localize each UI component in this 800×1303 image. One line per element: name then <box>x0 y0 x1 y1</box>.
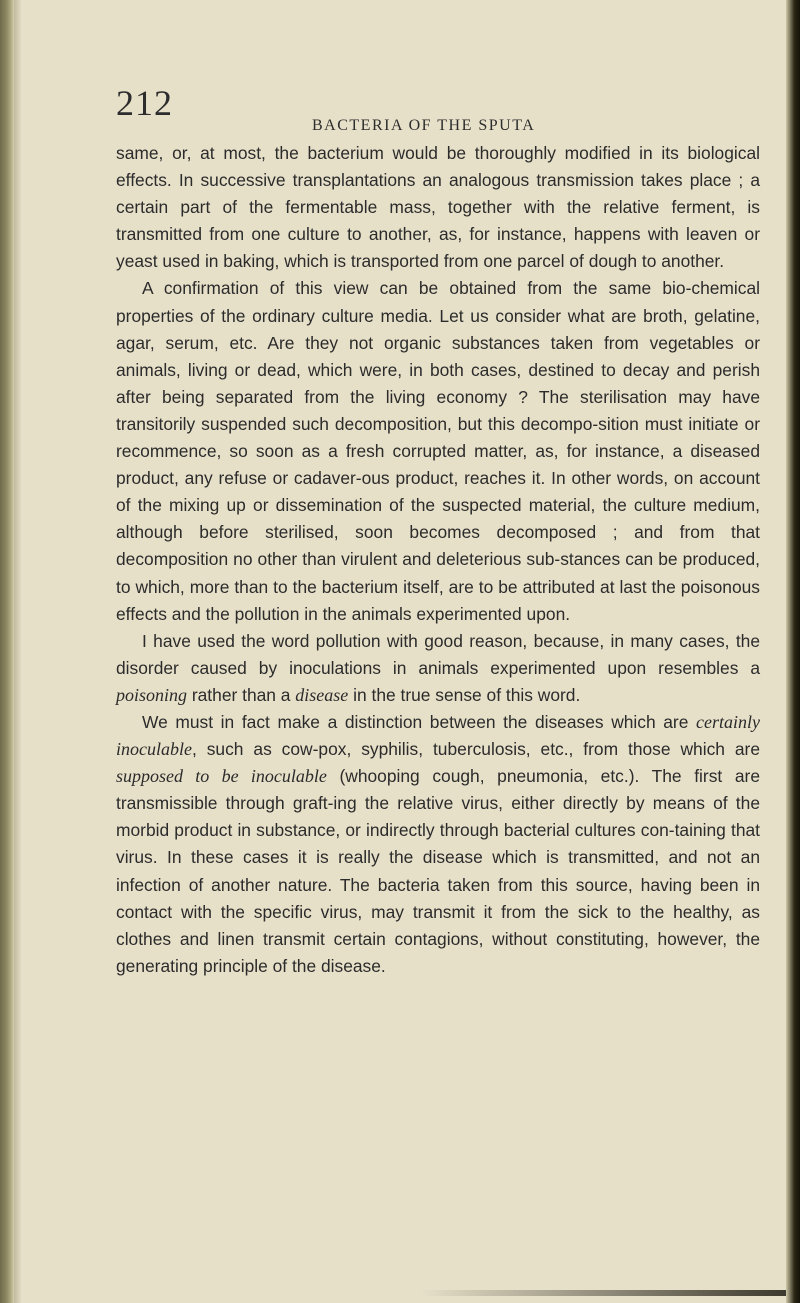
running-head: BACTERIA OF THE SPUTA <box>312 117 536 134</box>
text-segment: (whooping cough, pneumonia, etc.). The first are transmissible through graft-ing the relative virus, either directly by means of the morbid product in substance, or indirectly through bacterial cultures con-taining that virus. In these cases it is really the disease which is transmitted, and not an infection of another nature. The bacteria taken from this source, having been in contact with the specific virus, may transmit it from the sick to the healthy, as clothes and linen transmit certain contagions, without constituting, however, the generating principle of the disease. <box>116 766 760 976</box>
text-segment: I have used the word pollution with good reason, because, in many cases, the disorder caused by inoculations in animals experimented upon resembles a <box>116 630 760 678</box>
text-segment: in the true sense of this word. <box>348 684 581 705</box>
paragraph <box>116 709 760 980</box>
italic-phrase: disease <box>295 684 349 705</box>
paragraph <box>116 140 760 275</box>
paragraph <box>116 275 760 627</box>
text-segment: We must in fact make a distinction between the diseases which are <box>142 711 697 732</box>
italic-phrase: supposed to be inoculable <box>116 766 327 787</box>
text-segment: , such as cow-pox, syphilis, tuberculosis, etc., from those which are <box>191 739 760 760</box>
page-bottom-shadow <box>420 1290 786 1296</box>
page-edge <box>786 0 800 1303</box>
text-segment: A confirmation of this view can be obtained from the same bio-chemical properties of the ordinary culture media. Let us consider what are broth, gelatine, agar, serum, etc. Are they not organic substances taken from vegetables or animals, living or dead, which were, in both cases, destined to decay and perish after being separated from the living economy ? The sterilisation may have transitorily suspended such decomposition, but this decompo-sition must initiate or recommence, so soon as a fresh corrupted matter, as, for instance, a diseased product, any refuse or cadaver-ous product, reaches it. In other words, on account of the mixing up or dissemination of the suspected material, the culture medium, although before sterilised, soon becomes decomposed ; and from that decomposition no other than virulent and deleterious sub-stances can be produced, to which, more than to the bacterium itself, are to be attributed at last the poisonous effects and the pollution in the animals experimented upon. <box>116 278 760 624</box>
italic-phrase: certainly inoculable <box>116 711 760 760</box>
body-text <box>116 140 760 980</box>
page-number: 212 <box>116 83 173 123</box>
paragraph <box>116 628 760 709</box>
text-segment: rather than a <box>187 684 296 705</box>
text-segment: same, or, at most, the bacterium would be thoroughly modified in its biological effects. In successive transplantations an analogous transmission takes place ; a certain part of the fermentable mass, together with the relative ferment, is transmitted from one culture to another, as, for instance, happens with leaven or yeast used in baking, which is transported from one parcel of dough to another. <box>116 143 760 272</box>
italic-phrase: poisoning <box>116 684 188 705</box>
page-binding-shadow <box>0 0 14 1303</box>
